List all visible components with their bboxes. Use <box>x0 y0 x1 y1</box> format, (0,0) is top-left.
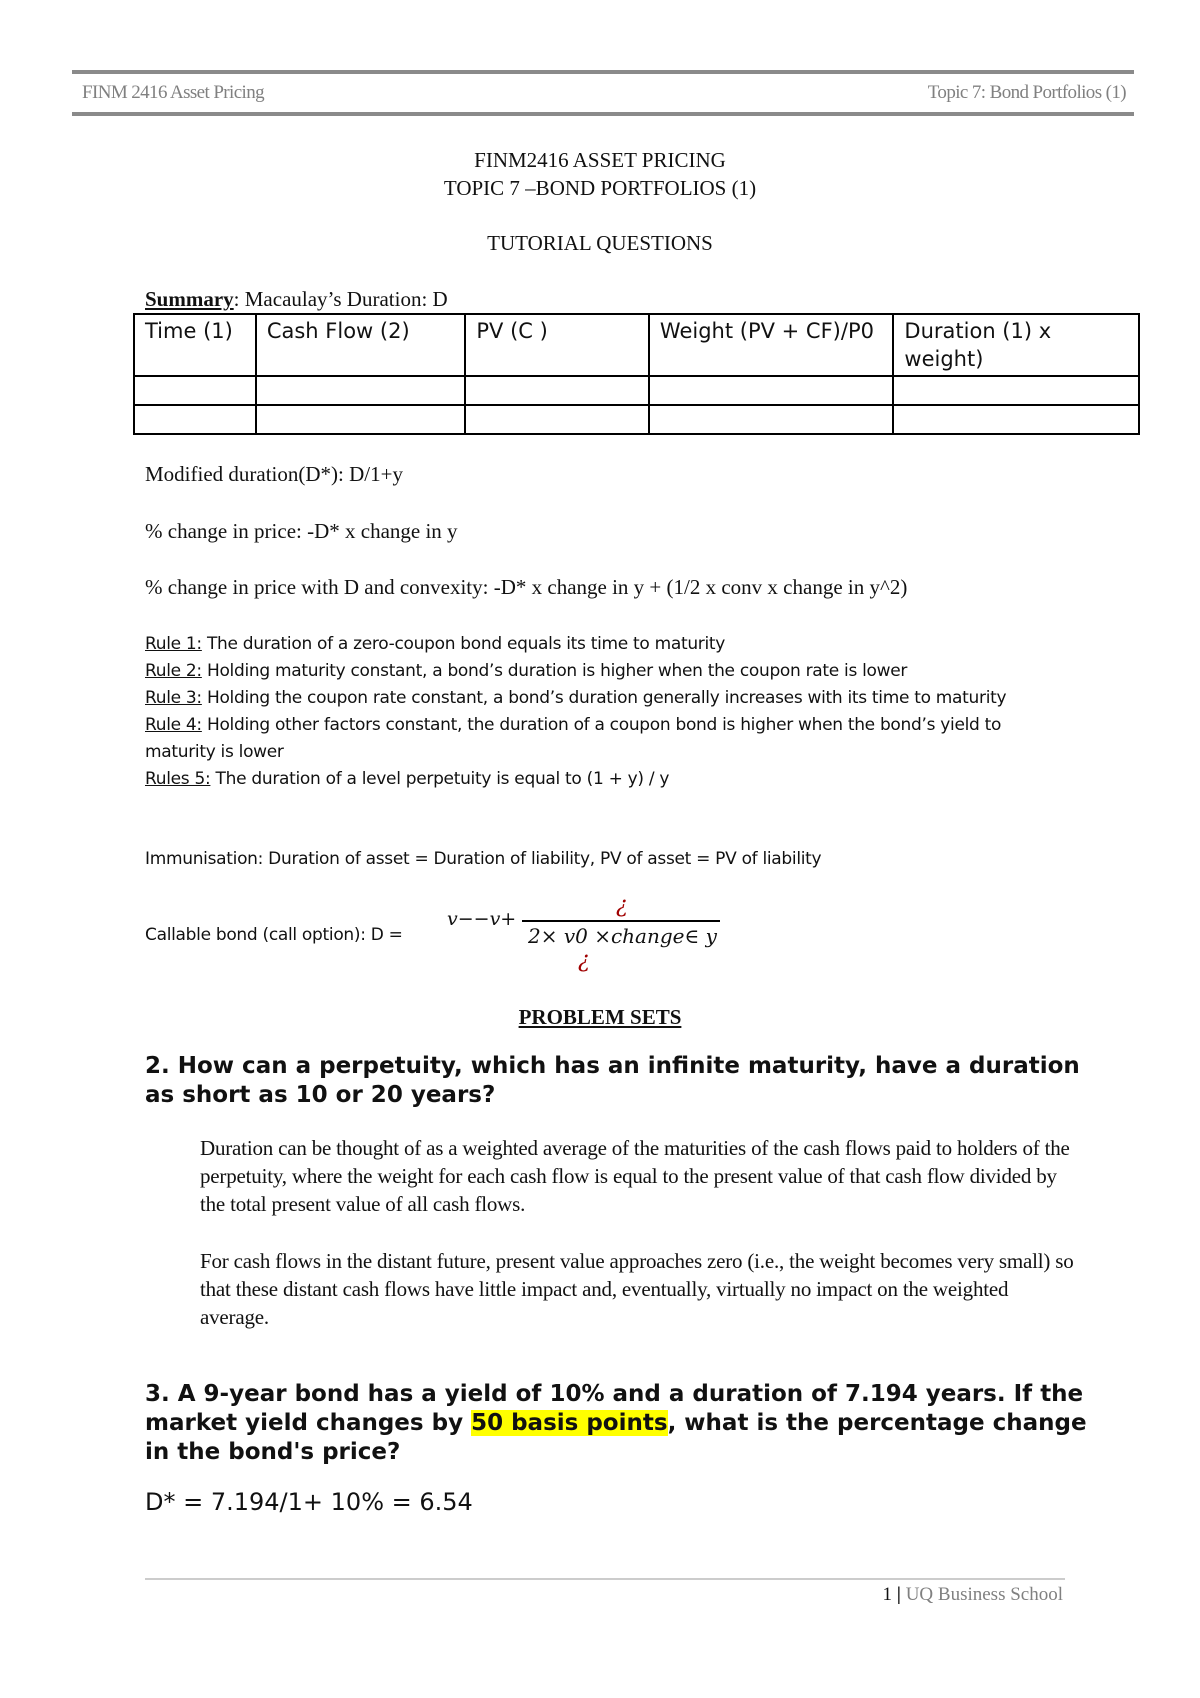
doc-subtitle: TUTORIAL QUESTIONS <box>487 231 713 255</box>
rule-label: Rule 4: <box>145 715 202 735</box>
price-change-formula: % change in price: -D* x change in y <box>145 519 458 543</box>
page-number: 1 <box>882 1584 893 1605</box>
callable-bond-label: Callable bond (call option): D = <box>145 925 403 945</box>
rule-item <box>145 712 1065 766</box>
rule-label: Rule 1: <box>145 634 202 654</box>
rule-item <box>145 766 1065 793</box>
table-cell <box>134 376 256 405</box>
dstar-calculation: D* = 7.194/1+ 10% = 6.54 <box>145 1488 473 1516</box>
convexity-formula: % change in price with D and convexity: -D* x change in y + (1/2 x conv x change in y^2) <box>145 575 908 599</box>
summary-line <box>145 287 448 312</box>
footer-school: UQ Business School <box>905 1584 1063 1605</box>
rule-text: Holding maturity constant, a bond’s duration is higher when the coupon rate is lower <box>201 661 908 681</box>
duration-table <box>133 313 1140 435</box>
col-duration-weight: Duration (1) x weight) <box>893 314 1139 376</box>
summary-label: Summary <box>145 287 234 311</box>
rule-text: The duration of a zero-coupon bond equals its time to maturity <box>201 634 726 654</box>
table-cell <box>649 376 894 405</box>
table-header-row <box>134 314 1139 376</box>
col-pv: PV (C ) <box>465 314 649 376</box>
footer-separator: | <box>892 1584 906 1605</box>
modified-duration-formula: Modified duration(D*): D/1+y <box>145 462 403 486</box>
table-cell <box>893 376 1139 405</box>
rule-text: Holding the coupon rate constant, a bond’s duration generally increases with its time to maturity <box>201 688 1007 708</box>
fraction-bar <box>522 920 720 922</box>
rule-item <box>145 631 1065 658</box>
doc-title: FINM2416 ASSET PRICING <box>474 148 726 172</box>
answer-2-paragraph-2: For cash flows in the distant future, present value approaches zero (i.e., the weight becomes very small) so that these distant cash flows have little impact and, eventually, virtually no impact on the weighted average. <box>200 1249 1074 1329</box>
table-cell <box>256 405 466 434</box>
header-course: FINM 2416 Asset Pricing <box>82 82 265 103</box>
footer <box>883 1584 1063 1606</box>
answer-2-paragraph-1: Duration can be thought of as a weighted average of the maturities of the cash flows paid to holders of the perpetuity, where the weight for each cash flow is equal to the present value of that cash flow divided by the total present value of all cash flows. <box>200 1136 1070 1216</box>
rule-label: Rule 3: <box>145 688 202 708</box>
question-3 <box>145 1380 1105 1467</box>
rule-label: Rules 5: <box>145 769 211 789</box>
equation-glyph-bottom: ¿ <box>578 948 590 973</box>
col-time: Time (1) <box>134 314 256 376</box>
highlighted-basis-points: 50 basis points <box>471 1410 668 1436</box>
problem-sets-heading: PROBLEM SETS <box>518 1005 682 1029</box>
doc-topic: TOPIC 7 –BOND PORTFOLIOS (1) <box>443 176 757 200</box>
rule-label: Rule 2: <box>145 661 202 681</box>
header-rule-top <box>72 70 1134 74</box>
table-row <box>134 376 1139 405</box>
rule-text: The duration of a level perpetuity is equal to (1 + y) / y <box>210 769 670 789</box>
table-cell <box>465 376 649 405</box>
footer-rule <box>145 1578 1065 1580</box>
table-cell <box>649 405 894 434</box>
immunisation-line: Immunisation: Duration of asset = Duration of liability, PV of asset = PV of liability <box>145 849 822 869</box>
rule-item <box>145 658 1065 685</box>
table-cell <box>465 405 649 434</box>
callable-numerator: v−−v+ <box>447 908 517 930</box>
col-weight: Weight (PV + CF)/P0 <box>649 314 894 376</box>
header-rule-bottom <box>72 112 1134 116</box>
rule-text: Holding other factors constant, the duration of a coupon bond is higher when the bond’s yield to maturity is lower <box>145 715 1002 762</box>
equation-glyph-top: ¿ <box>616 893 628 918</box>
question-2: 2. How can a perpetuity, which has an infinite maturity, have a duration as short as 10 or 20 years? <box>145 1053 1080 1108</box>
table-cell <box>134 405 256 434</box>
rule-item <box>145 685 1065 712</box>
table-row <box>134 405 1139 434</box>
question-3-text: 3. A 9-year bond has a yield of 10% and a duration of 7.194 years. If the market yield changes by <box>145 1381 1084 1436</box>
table-cell <box>256 376 466 405</box>
question-3-text-end: , what is the percentage change in the bond's price? <box>145 1410 1087 1465</box>
col-cash-flow: Cash Flow (2) <box>256 314 466 376</box>
table-cell <box>893 405 1139 434</box>
duration-rules <box>145 631 1065 793</box>
header-topic: Topic 7: Bond Portfolios (1) <box>927 82 1126 103</box>
callable-denominator: 2× v0 ×change∈ y <box>528 924 717 948</box>
summary-text: : Macaulay’s Duration: D <box>233 287 448 311</box>
